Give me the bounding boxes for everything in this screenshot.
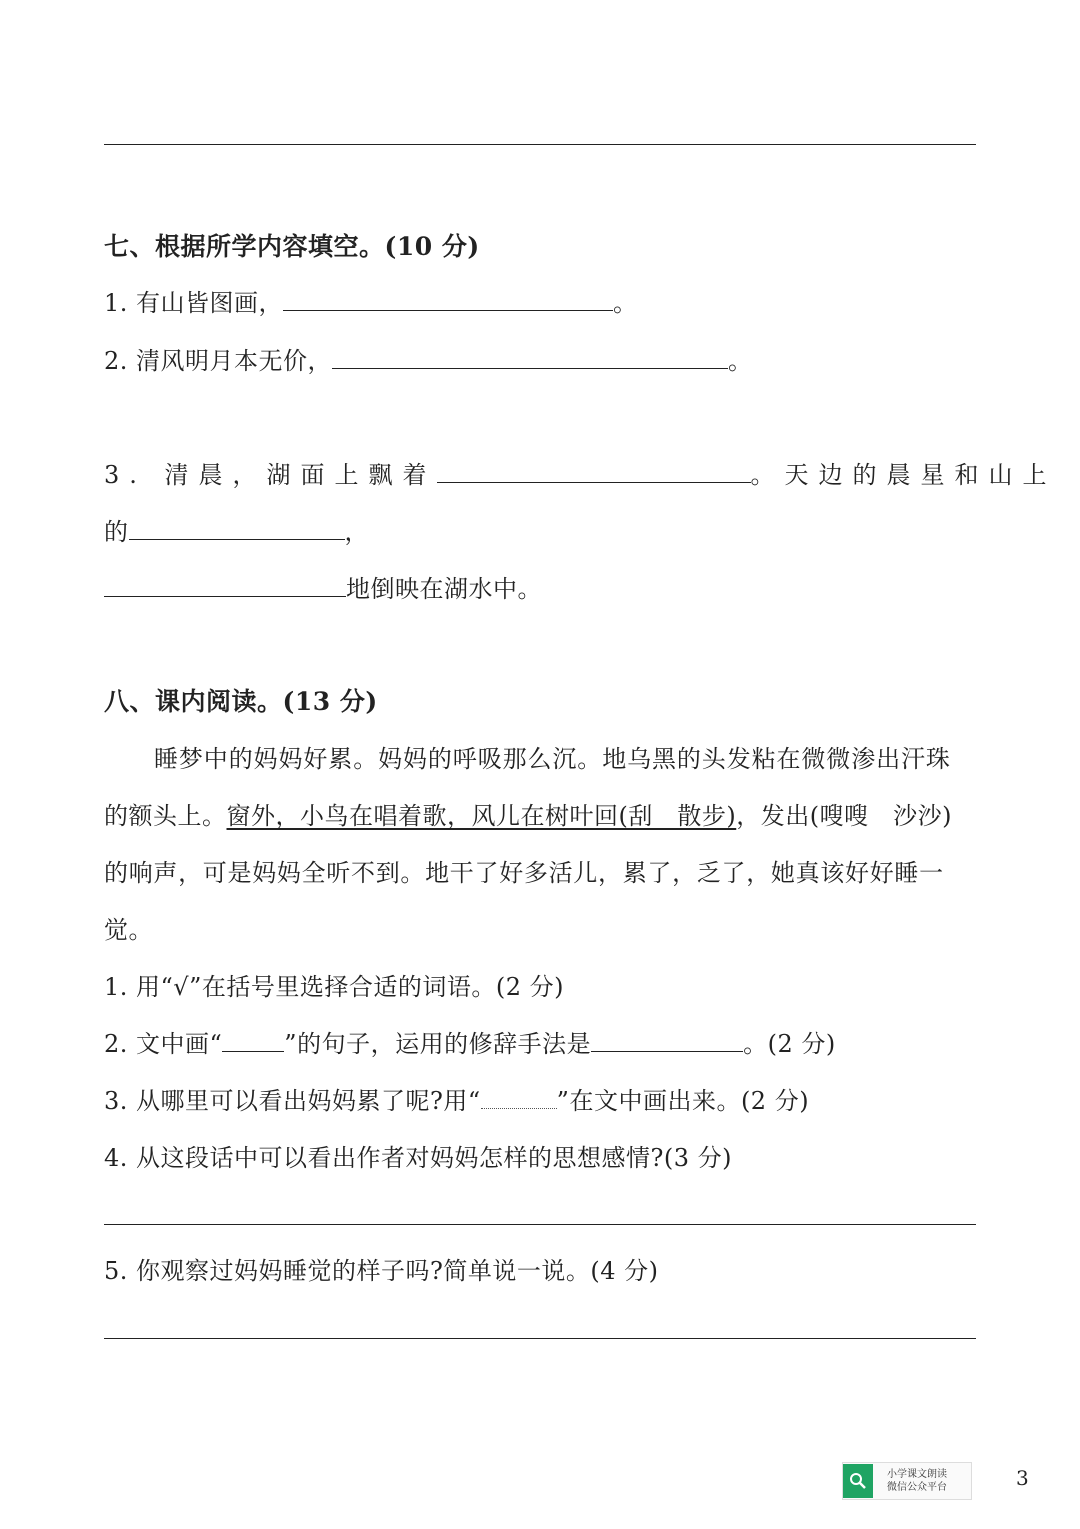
reading-paragraph-line (104, 801, 952, 831)
question-item: 1. 用“√”在括号里选择合适的词语。(2 分) (104, 973, 564, 1001)
question-item (104, 460, 1057, 490)
underline-sample (222, 1029, 284, 1052)
fill-blank[interactable] (283, 288, 613, 311)
question-item (104, 1086, 809, 1116)
logo-text-line: 微信公众平台 (887, 1482, 947, 1493)
question-text: 。天边的晨星和山上 (750, 461, 1057, 489)
question-item (104, 1029, 836, 1059)
section-heading: 七、根据所学内容填空。(10 分) (104, 232, 480, 261)
underlined-sentence: 窗外，小鸟在唱着歌，风儿在树叶回(刮 散步) (226, 802, 737, 830)
wavy-line-sample (481, 1092, 557, 1109)
question-text: 2. 文中画“ (104, 1030, 223, 1058)
question-text: ”的句子，运用的修辞手法是 (284, 1030, 592, 1058)
fill-blank[interactable] (332, 346, 728, 369)
question-text: 1. 有山皆图画， (104, 289, 284, 317)
question-text: 的 (104, 518, 129, 546)
question-text: 地倒映在湖水中。 (346, 575, 542, 603)
reading-paragraph-line: 睡梦中的妈妈好累。妈妈的呼吸那么沉。地乌黑的头发粘在微微渗出汗珠 (154, 745, 951, 773)
answer-line (104, 144, 976, 145)
punctuation: ， (344, 518, 369, 546)
question-text: ”在文中画出来。(2 分) (556, 1087, 810, 1115)
question-item (104, 574, 542, 604)
wechat-logo-badge (842, 1462, 972, 1500)
punctuation: 。 (728, 347, 753, 375)
question-item (104, 288, 638, 318)
fill-blank[interactable] (104, 574, 346, 597)
page-number: 3 (1016, 1466, 1029, 1490)
fill-blank[interactable] (437, 460, 751, 483)
reading-paragraph-line: 的响声，可是妈妈全听不到。地干了好多活儿，累了，乏了，她真该好好睡一 (104, 859, 944, 887)
question-item: 5. 你观察过妈妈睡觉的样子吗?简单说一说。(4 分) (104, 1257, 659, 1285)
question-text: 2. 清风明月本无价， (104, 347, 333, 375)
section-heading: 八、课内阅读。(13 分) (104, 687, 378, 716)
punctuation: 。 (613, 289, 638, 317)
logo-text-line: 小学课文朗读 (887, 1469, 947, 1480)
question-text: 。(2 分) (743, 1030, 836, 1058)
question-item (104, 517, 369, 547)
reading-paragraph-line: 觉。 (104, 916, 153, 944)
paragraph-text: ，发出(嗖嗖 沙沙) (736, 802, 952, 830)
fill-blank[interactable] (129, 517, 345, 540)
paragraph-text: 的额头上。 (104, 802, 227, 830)
answer-line[interactable] (104, 1224, 976, 1225)
question-item: 4. 从这段话中可以看出作者对妈妈怎样的思想感情?(3 分) (104, 1144, 733, 1172)
question-text: 3. 清晨，湖面上飘着 (104, 461, 437, 489)
question-item (104, 346, 753, 376)
answer-line[interactable] (104, 1338, 976, 1339)
question-text: 3. 从哪里可以看出妈妈累了呢?用“ (104, 1087, 481, 1115)
search-icon (843, 1464, 873, 1498)
fill-blank[interactable] (591, 1029, 743, 1052)
